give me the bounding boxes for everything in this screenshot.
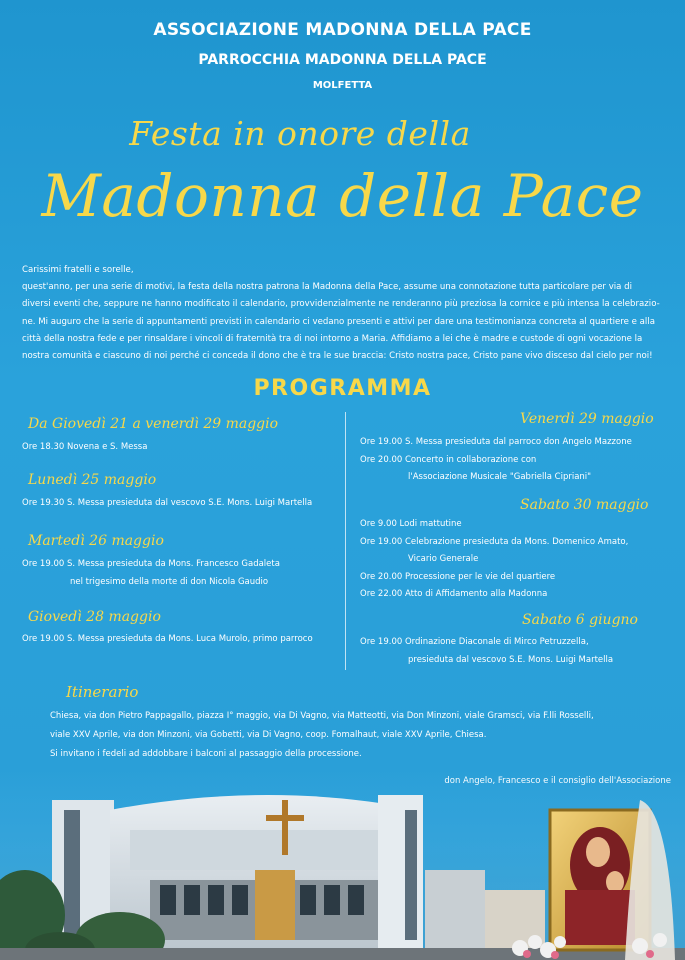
event-line: l'Associazione Musicale "Gabriella Cipriani" xyxy=(408,472,592,482)
intro-line: Carissimi fratelli e sorelle, xyxy=(22,265,134,275)
event-line: Ore 18.30 Novena e S. Messa xyxy=(22,442,148,452)
event-block xyxy=(360,434,632,487)
intro-line: ne. Mi auguro che la serie di appuntamenti previsti in calendario ci vedano presenti e attivi per dare una testimonianza concreta al quartiere e alla xyxy=(22,316,655,327)
event-line: Ore 9.00 Lodi mattutine xyxy=(360,519,462,529)
itinerary-line: viale XXV Aprile, via don Minzoni, via Gobetti, via Di Vagno, coop. Fomalhaut, viale XXV Aprile, Chiesa. xyxy=(50,730,487,740)
itinerary-line: Chiesa, via don Pietro Pappagallo, piazza I° maggio, via Di Vagno, via Matteotti, via Don Minzoni, viale Gramsci, via F.lli Rosselli, xyxy=(50,711,594,721)
church-photo xyxy=(0,770,685,960)
event-line: Ore 19.30 S. Messa presieduta dal vescovo S.E. Mons. Luigi Martella xyxy=(22,498,313,508)
day-header: Lunedì 25 maggio xyxy=(28,472,157,488)
event-line: Ore 22.00 Atto di Affidamento alla Madonna xyxy=(360,589,548,599)
day-header: Da Giovedì 21 a venerdì 29 maggio xyxy=(28,416,279,432)
intro-line: città della nostra fede e per rinsaldare i vincoli di fraternità tra di noi intorno a Maria. Affidiamo a lei che è madre e custode di ogni vocazione la xyxy=(22,333,643,344)
intro-line: diversi eventi che, seppure ne hanno modificato il calendario, provvidenzialmente ne renderanno più preziosa la cornice e più intensa la celebrazio- xyxy=(22,299,660,310)
day-header: Sabato 30 maggio xyxy=(520,497,649,513)
day-header: Sabato 6 giugno xyxy=(522,612,638,628)
day-header: Martedì 26 maggio xyxy=(28,533,164,549)
program-title: PROGRAMMA xyxy=(253,376,432,401)
parish-name: PARROCCHIA MADONNA DELLA PACE xyxy=(198,52,487,68)
event-line: Ore 19.00 S. Messa presieduta dal parroco don Angelo Mazzone xyxy=(360,437,632,447)
day-header: Giovedì 28 maggio xyxy=(28,609,161,625)
event-line: Ore 19.00 S. Messa presieduta da Mons. Francesco Gadaleta xyxy=(22,559,280,569)
column-divider xyxy=(345,412,346,670)
event-line: Ore 19.00 Celebrazione presieduta da Mons. Domenico Amato, xyxy=(360,536,629,547)
intro-line: quest'anno, per una serie di motivi, la festa della nostra patrona la Madonna della Pace, assume una connotazione tutta particolare per via di xyxy=(22,282,633,293)
itinerary-line: Si invitano i fedeli ad addobbare i balconi al passaggio della processione. xyxy=(50,749,362,759)
itinerary-text xyxy=(50,707,670,764)
event-block xyxy=(360,516,628,604)
event-line: Ore 19.00 Ordinazione Diaconale di Mirco Petruzzella, xyxy=(360,637,589,647)
event-line: Ore 20.00 Processione per le vie del quartiere xyxy=(360,571,556,582)
festival-title-line1: Festa in onore della xyxy=(129,114,471,153)
festival-title-line2: Madonna della Pace xyxy=(41,162,644,230)
event-line: Ore 20.00 Concerto in collaborazione con xyxy=(360,454,537,465)
event-line: nel trigesimo della morte di don Nicola Gaudio xyxy=(70,576,269,587)
intro-line: nostra comunità e ciascuno di noi perché ci conceda il dono che è tra le sue braccia: Cristo nostra pace, Cristo pane vivo disceso dal cielo per noi! xyxy=(22,351,653,362)
event-block xyxy=(22,556,280,591)
event-line: Ore 19.00 S. Messa presieduta da Mons. Luca Murolo, primo parroco xyxy=(22,634,313,644)
itinerary-title: Itinerario xyxy=(66,683,139,701)
event-line: presieduta dal vescovo S.E. Mons. Luigi Martella xyxy=(408,654,614,665)
day-header: Venerdì 29 maggio xyxy=(520,411,654,427)
association-name: ASSOCIAZIONE MADONNA DELLA PACE xyxy=(153,20,532,40)
city-name: MOLFETTA xyxy=(312,80,373,91)
event-line: Vicario Generale xyxy=(408,554,479,564)
intro-letter xyxy=(22,262,667,365)
event-block xyxy=(360,634,613,669)
